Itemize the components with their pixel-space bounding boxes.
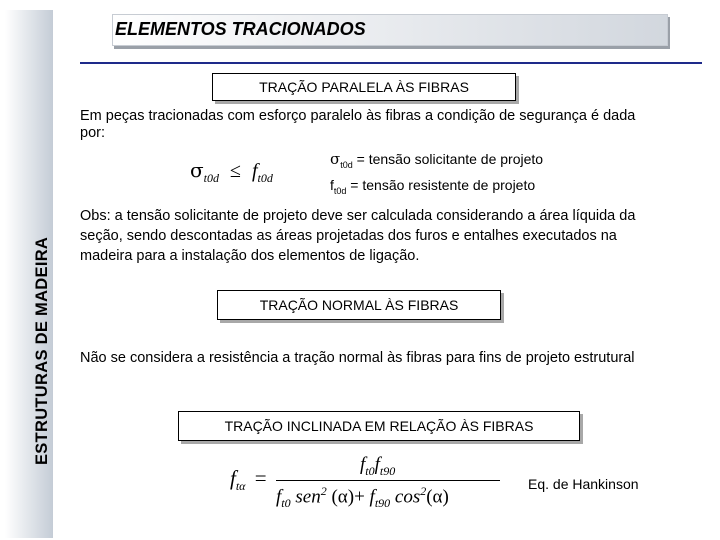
legend-f-sub: t0d [333,185,347,196]
intro-text-line2: por: [80,125,105,141]
hankinson-lhs [230,466,267,494]
num-sub1: t0 [365,463,375,478]
sigma-symbol: σ [190,158,204,182]
heading-parallel: TRAÇÃO PARALELA ÀS FIBRAS [212,73,516,101]
den-plus: + [354,486,370,508]
legend-f [330,177,535,196]
equation-name: Eq. de Hankinson [528,476,639,492]
den-cos: cos [390,486,421,508]
den-sup1: 2 [320,484,327,498]
den-sen: sen [290,486,321,508]
page-title: ELEMENTOS TRACIONADOS [115,19,366,39]
legend-sigma-text: = tensão solicitante de projeto [352,151,544,167]
legend-sigma-sub: t0d [340,159,353,170]
den-sub2: t90 [374,496,391,511]
obs-text-line2: seção, sendo descontadas as áreas projetadas dos furos e entalhes executados na [80,228,617,244]
den-arg2: (α) [426,486,449,508]
obs-text-line1: Obs: a tensão solicitante de projeto deve ser calculada considerando a área líquida da [80,208,636,224]
leq-operator: ≤ [230,160,241,182]
num-f1: f [360,454,366,475]
fraction-bar [276,480,500,481]
f-subscript: t0d [257,171,273,185]
legend-f-text: = tensão resistente de projeto [346,177,536,193]
hankinson-denominator [276,484,449,511]
den-f1: f [276,486,282,508]
normal-text: Não se considera a resistência a tração normal às fibras para fins de projeto estrutural [80,350,635,366]
den-arg1: (α) [326,486,355,508]
legend-f-symbol: f [330,177,334,193]
legend-sigma [330,150,543,170]
num-sub2: t90 [379,463,396,478]
heading-inclined: TRAÇÃO INCLINADA EM RELAÇÃO ÀS FIBRAS [178,411,580,441]
legend-sigma-symbol: σ [330,150,341,168]
num-f2: f [374,454,380,475]
obs-text-line3: madeira para a instalação dos elementos de ligação. [80,248,420,264]
header-divider [80,62,702,64]
den-sub1: t0 [281,496,291,511]
lhs-f: f [230,466,236,490]
den-f2: f [369,486,375,508]
equals-sign: = [254,466,267,490]
intro-text-line1: Em peças tracionadas com esforço paralelo às fibras a condição de segurança é dada [80,108,636,124]
safety-condition-formula [190,158,273,186]
hankinson-numerator [360,454,395,479]
lhs-sub: tα [235,479,246,494]
f-symbol: f [251,160,258,182]
sidebar-title: ESTRUTURAS DE MADEIRA [33,236,51,465]
den-sup2: 2 [420,484,427,498]
heading-normal: TRAÇÃO NORMAL ÀS FIBRAS [217,290,501,320]
sigma-subscript: t0d [203,171,219,185]
